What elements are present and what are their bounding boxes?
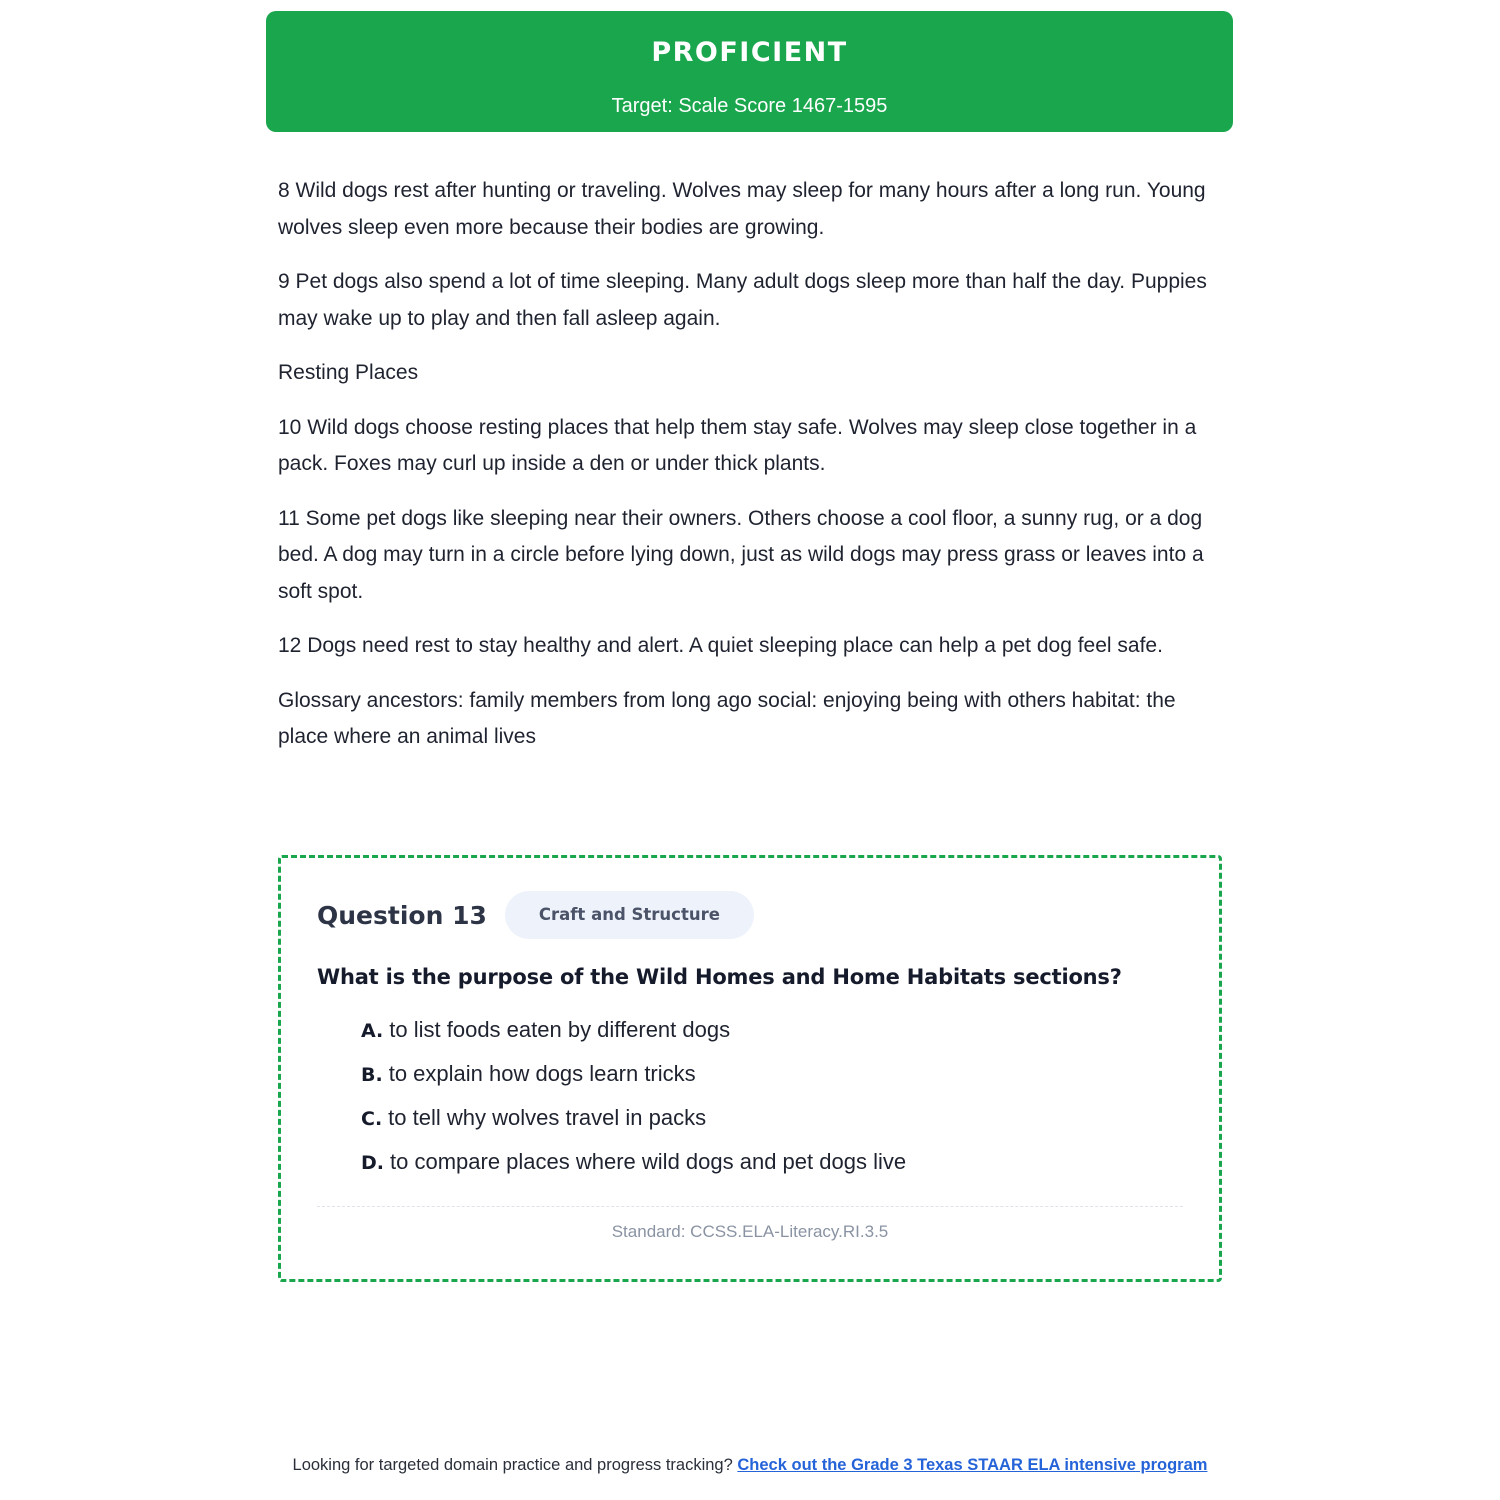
- answer-choice-b[interactable]: [361, 1059, 906, 1103]
- passage-paragraph-9: 9 Pet dogs also spend a lot of time sleeping. Many adult dogs sleep more than half the day. Puppies may wake up to play and then fall asleep again.: [278, 270, 1207, 330]
- question-category-badge: Craft and Structure: [505, 891, 754, 939]
- answer-choice-c[interactable]: [361, 1103, 906, 1147]
- question-header: [317, 890, 754, 940]
- question-number: Question 13: [317, 900, 487, 930]
- choice-letter: C.: [361, 1108, 383, 1130]
- performance-level-title: PROFICIENT: [651, 37, 848, 68]
- passage-paragraph-10: 10 Wild dogs choose resting places that help them stay safe. Wolves may sleep close together in a pack. Foxes may curl up inside a den or under thick plants.: [278, 415, 1197, 475]
- choice-letter: A.: [361, 1020, 384, 1042]
- choice-text: to tell why wolves travel in packs: [388, 1105, 707, 1130]
- divider: [317, 1206, 1183, 1207]
- choice-text: to explain how dogs learn tricks: [388, 1061, 696, 1086]
- footer-note: [0, 1456, 1500, 1475]
- passage-paragraph-11: 11 Some pet dogs like sleeping near their owners. Others choose a cool floor, a sunny rug, or a dog bed. A dog may turn in a circle before lying down, just as wild dogs may press grass or leaves into a soft spot.: [278, 506, 1204, 603]
- standard-label: Standard: CCSS.ELA-Literacy.RI.3.5: [611, 1222, 889, 1241]
- passage-section-heading: Resting Places: [278, 361, 419, 384]
- choice-text: to list foods eaten by different dogs: [389, 1017, 731, 1042]
- answer-choice-d[interactable]: [361, 1147, 906, 1191]
- question-prompt: What is the purpose of the Wild Homes and Home Habitats sections?: [317, 965, 1122, 989]
- passage-paragraph-12: 12 Dogs need rest to stay healthy and alert. A quiet sleeping place can help a pet dog feel safe.: [278, 634, 1163, 657]
- program-link[interactable]: Check out the Grade 3 Texas STAAR ELA intensive program: [737, 1456, 1208, 1474]
- answer-choices: [361, 1015, 906, 1191]
- footer-text: Looking for targeted domain practice and progress tracking?: [292, 1456, 733, 1474]
- passage-glossary: Glossary ancestors: family members from long ago social: enjoying being with others habitat: the place where an animal lives: [278, 688, 1176, 748]
- question-card: [278, 855, 1222, 1282]
- choice-letter: B.: [361, 1064, 383, 1086]
- passage-paragraph-8: 8 Wild dogs rest after hunting or traveling. Wolves may sleep for many hours after a long run. Young wolves sleep even more because their bodies are growing.: [278, 179, 1206, 239]
- choice-text: to compare places where wild dogs and pet dogs live: [390, 1149, 907, 1174]
- performance-level-banner: [266, 11, 1233, 132]
- answer-choice-a[interactable]: [361, 1015, 906, 1059]
- choice-letter: D.: [361, 1152, 384, 1174]
- target-score-range: Target: Scale Score 1467-1595: [611, 95, 888, 117]
- reading-passage: [278, 173, 1228, 774]
